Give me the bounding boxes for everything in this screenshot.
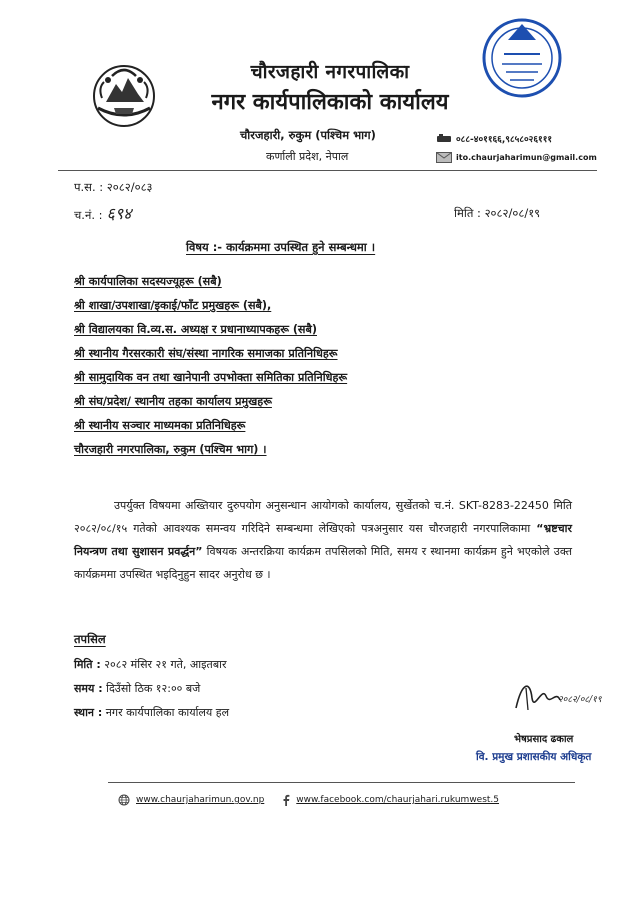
email-icon	[436, 152, 452, 163]
list-item: श्री शाखा/उपशाखा/इकाई/फाँट प्रमुखहरू (सबै),	[74, 299, 272, 312]
facebook-icon	[282, 794, 290, 806]
reference-cn-value: ६९४	[106, 204, 132, 223]
signature-date: २०८२/०८/१९	[558, 695, 602, 705]
reference-cn	[74, 202, 132, 224]
facebook-link[interactable]: www.facebook.com/chaurjahari.rukumwest.5	[296, 795, 500, 805]
reference-ps: प.स. : २०८२/०८३	[74, 180, 153, 194]
letter-date: मिति : २०८२/०८/१९	[454, 206, 541, 220]
tapsil-place: स्थान : नगर कार्यपालिका कार्यालय हल	[74, 706, 230, 719]
org-name: चौरजहारी नगरपालिका	[250, 61, 410, 83]
phone-icon	[436, 134, 452, 144]
subject-line: विषय :- कार्यक्रममा उपस्थित हुने सम्बन्धमा ।	[186, 240, 376, 254]
body-paragraph: उपर्युक्त विषयमा अख्तियार दुरुपयोग अनुसन्धान आयोगको कार्यालय, सुर्खेतको च.नं. SKT-8283-22450 मिति २०८२/०८/१५ गतेको आवश्यक समन्वय गरिदिने सम्बन्धमा लेखिएको पत्रअनुसार यस चौरजहारी नगरपालिकामा “भ्रष्टचार नियन्त्रण तथा सुशासन प्रवर्द्धन” विषयक अन्तरक्रिया कार्यक्रम तपसिलको मिति, समय र स्थानमा कार्यक्रम हुने भएकोले उक्त कार्यक्रममा उपस्थित भइदिनुहुन सादर अनुरोध छ ।	[74, 499, 573, 581]
phone-number: ०८८-४०११६६,९८५८०२६१११	[456, 135, 553, 145]
tapsil-time: समय : दिउँसो ठिक १२:०० बजे	[74, 682, 201, 695]
list-item: श्री स्थानीय गैरसरकारी संघ/संस्था नागरिक समाजका प्रतिनिधिहरू	[74, 347, 338, 360]
signer-name: भेषप्रसाद ढकाल	[514, 734, 574, 745]
list-item: श्री कार्यपालिका सदस्यज्यूहरू (सबै)	[74, 275, 222, 288]
footer	[118, 794, 499, 806]
contact-phone	[436, 132, 552, 145]
list-item: श्री संघ/प्रदेश/ स्थानीय तहका कार्यालय प्रमुखहरू	[74, 395, 272, 408]
email-address[interactable]: ito.chaurjaharimun@gmail.com	[456, 153, 597, 162]
reference-cn-label: च.नं. :	[74, 208, 103, 222]
signature-mark	[512, 676, 602, 716]
list-item: श्री विद्यालयका वि.व्य.स. अध्यक्ष र प्रधानाध्यापकहरू (सबै)	[74, 323, 317, 336]
signer-title: वि. प्रमुख प्रशासकीय अधिकृत	[476, 751, 592, 763]
tapsil-date: मिति : २०८२ मंसिर २१ गते, आइतबार	[74, 658, 227, 671]
office-name: नगर कार्यपालिकाको कार्यालय	[211, 90, 449, 115]
address-line1: चौरजहारी, रुकुम (पश्चिम भाग)	[240, 128, 376, 142]
website-link[interactable]: www.chaurjaharimun.gov.np	[136, 795, 265, 805]
list-item: चौरजहारी नगरपालिका, रुकुम (पश्चिम भाग) ।	[74, 443, 267, 456]
address-line2: कर्णाली प्रदेश, नेपाल	[266, 150, 349, 163]
tapsil-list	[74, 653, 229, 725]
tapsil-title: तपसिल	[74, 632, 106, 646]
header-divider	[58, 170, 597, 171]
list-item: श्री स्थानीय सञ्चार माध्यमका प्रतिनिधिहरू	[74, 419, 246, 432]
footer-divider	[108, 782, 575, 783]
program-title: “भ्रष्टचार नियन्त्रण तथा सुशासन प्रवर्द्धन”	[74, 522, 572, 558]
globe-icon	[118, 794, 130, 806]
recipient-list	[74, 270, 347, 462]
list-item: श्री सामुदायिक वन तथा खानेपानी उपभोक्ता समितिका प्रतिनिधिहरू	[74, 371, 348, 384]
contact-email	[436, 152, 597, 163]
